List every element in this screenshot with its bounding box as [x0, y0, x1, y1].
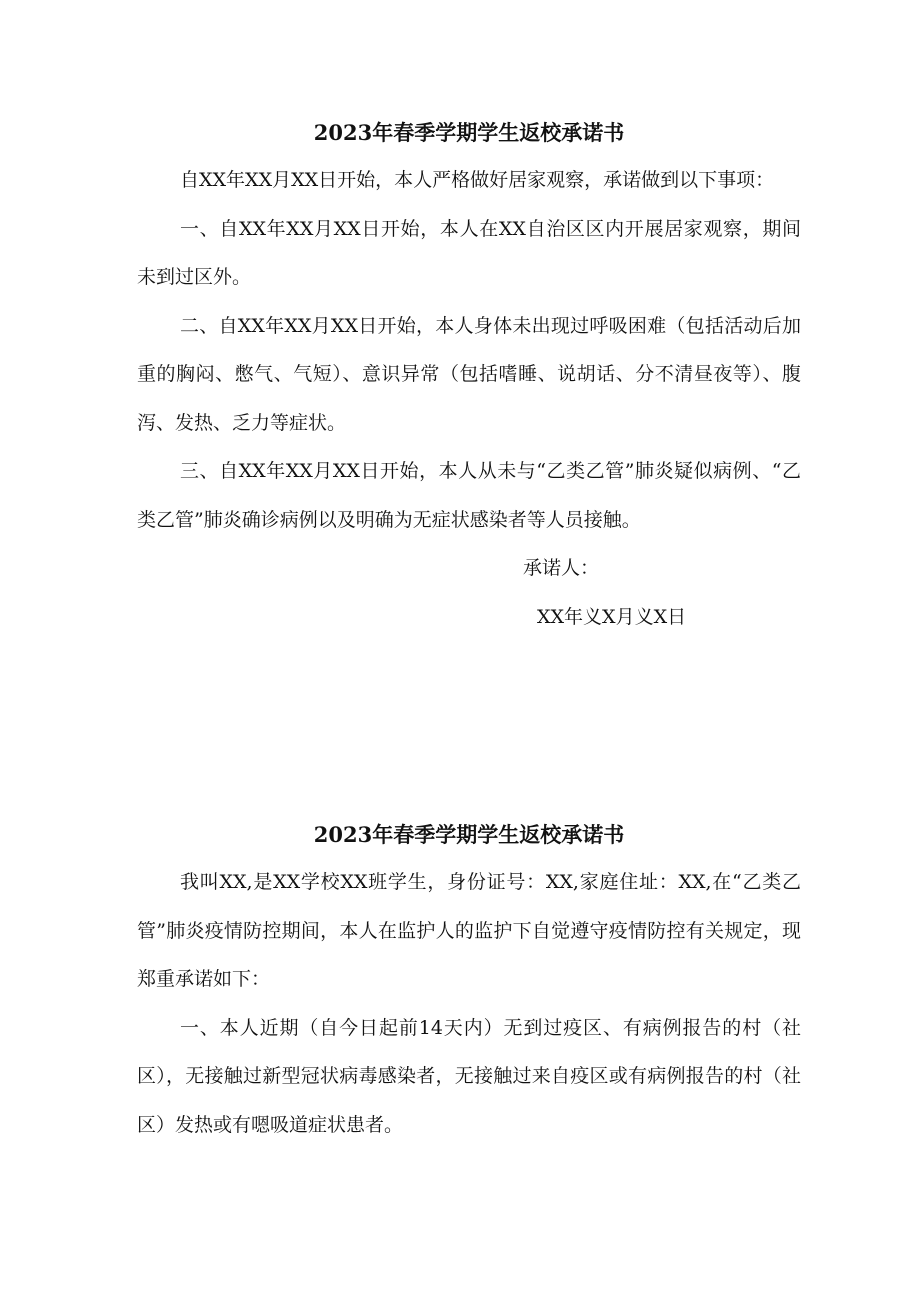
- pledge-item-1: 一、自XX年XX月XX日开始，本人在XX自治区区内开展居家观察，期间未到过区外。: [137, 217, 801, 288]
- intro-paragraph: 自XX年XX月XX日开始，本人严格做好居家观察，承诺做到以下事项：: [180, 169, 775, 191]
- intro-paragraph: 我叫XX,是XX学校XX班学生，身份证号：XX,家庭住址：XX,在“乙类乙管”肺炎疫情防控期间，本人在监护人的监护下自觉遵守疫情防控有关规定，现郑重承诺如下：: [137, 871, 801, 990]
- pledge-letter-1: [137, 118, 801, 641]
- signature-label: 承诺人：: [523, 557, 600, 579]
- pledge-item-2: 二、自XX年XX月XX日开始，本人身体未出现过呼吸困难（包括活动后加重的胸闷、憋气、气短）、意识异常（包括嗜睡、说胡话、分不清昼夜等）、腹泻、发热、乏力等症状。: [137, 314, 801, 434]
- pledge-letter-2: [137, 820, 801, 1149]
- pledge-item-3: 三、自XX年XX月XX日开始，本人从未与“乙类乙管”肺炎疑似病例、“乙类乙管”肺炎确诊病例以及明确为无症状感染者等人员接触。: [137, 460, 801, 531]
- signature-date: XX年义X月义X日: [537, 605, 687, 628]
- document-title: 2023年春季学期学生返校承诺书: [313, 120, 625, 145]
- pledge-item-1: 一、本人近期（自今日起前14天内）无到过疫区、有病例报告的村（社区），无接触过新型冠状病毒感染者，无接触过来自疫区或有病例报告的村（社区）发热或有嗯吸道症状患者。: [137, 1016, 801, 1136]
- document-title: 2023年春季学期学生返校承诺书: [313, 822, 625, 847]
